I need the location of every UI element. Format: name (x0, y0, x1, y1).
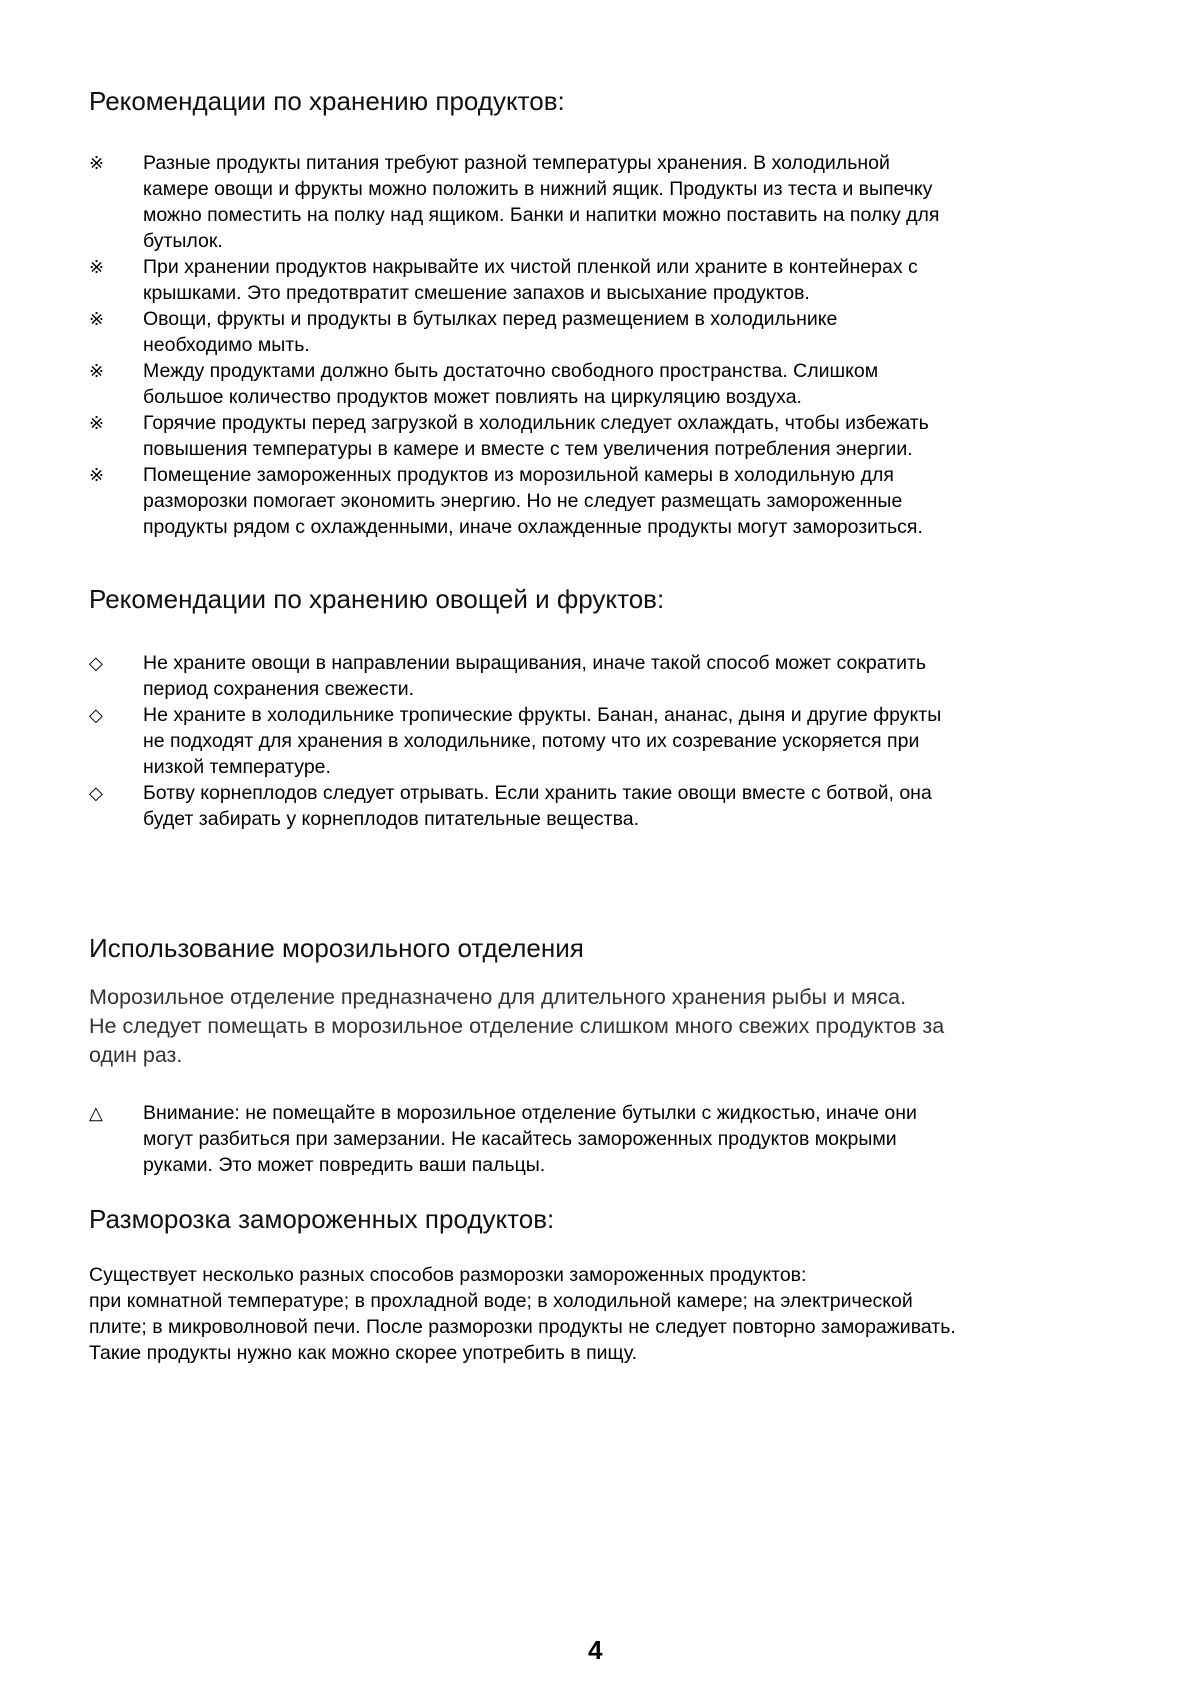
reference-mark-icon: ※ (89, 153, 105, 173)
defrost-paragraph (89, 1262, 956, 1366)
text-line: Не храните в холодильнике тропические фрукты. Банан, ананас, дыня и другие фрукты (143, 704, 942, 726)
text-line: низкой температуре. (143, 756, 331, 778)
section-heading-freezer: Использование морозильного отделения (89, 933, 584, 963)
list-item (89, 150, 1109, 254)
list-item (89, 780, 1109, 832)
text-line: Морозильное отделение предназначено для длительного хранения рыбы и мяса. (89, 985, 907, 1009)
diamond-bullet-icon: ◇ (89, 653, 103, 673)
text-line: Между продуктами должно быть достаточно свободного пространства. Слишком (143, 360, 879, 382)
reference-mark-icon: ※ (89, 361, 105, 381)
text-line: Существует несколько разных способов разморозки замороженных продуктов: (89, 1264, 807, 1286)
text-line: крышками. Это предотвратит смешение запахов и высыхание продуктов. (143, 282, 810, 304)
reference-mark-icon: ※ (89, 257, 105, 277)
text-line: руками. Это может повредить ваши пальцы. (143, 1154, 546, 1176)
text-line: продукты рядом с охлажденными, иначе охлажденные продукты могут заморозиться. (143, 516, 923, 538)
list-item (89, 410, 1109, 462)
text-line: Не храните овощи в направлении выращивания, иначе такой способ может сократить (143, 652, 927, 674)
section-heading-defrost: Разморозка замороженных продуктов: (89, 1204, 555, 1234)
text-line: разморозки помогает экономить энергию. Но не следует размещать замороженные (143, 490, 903, 512)
storage-list (89, 150, 1109, 540)
warning-item (89, 1100, 1109, 1178)
list-item (89, 702, 1109, 780)
text-line: Внимание: не помещайте в морозильное отделение бутылки с жидкостью, иначе они (143, 1102, 917, 1124)
text-line: не подходят для хранения в холодильнике, потому что их созревание ускоряется при (143, 730, 920, 752)
text-line: плите; в микроволновой печи. После разморозки продукты не следует повторно замораживать. (89, 1316, 956, 1338)
text-line: можно поместить на полку над ящиком. Банки и напитки можно поставить на полку для (143, 204, 940, 226)
text-line: При хранении продуктов накрывайте их чистой пленкой или храните в контейнерах с (143, 256, 918, 278)
text-line: камере овощи и фрукты можно положить в нижний ящик. Продукты из теста и выпечку (143, 178, 933, 200)
diamond-bullet-icon: ◇ (89, 783, 103, 803)
freezer-warning (89, 1100, 1109, 1178)
list-item (89, 306, 1109, 358)
list-item (89, 650, 1109, 702)
vegetables-list (89, 650, 1109, 832)
list-item (89, 462, 1109, 540)
reference-mark-icon: ※ (89, 413, 105, 433)
text-line: повышения температуры в камере и вместе с тем увеличения потребления энергии. (143, 438, 913, 460)
text-line: один раз. (89, 1043, 183, 1067)
reference-mark-icon: ※ (89, 309, 105, 329)
text-line: будет забирать у корнеплодов питательные вещества. (143, 808, 639, 830)
list-item (89, 358, 1109, 410)
reference-mark-icon: ※ (89, 465, 105, 485)
text-line: при комнатной температуре; в прохладной воде; в холодильной камере; на электрической (89, 1290, 913, 1312)
section-heading-vegetables: Рекомендации по хранению овощей и фруктов: (89, 584, 665, 614)
text-line: бутылок. (143, 230, 223, 252)
text-line: Овощи, фрукты и продукты в бутылках перед размещением в холодильнике (143, 308, 838, 330)
text-line: Помещение замороженных продуктов из морозильной камеры в холодильную для (143, 464, 894, 486)
diamond-bullet-icon: ◇ (89, 705, 103, 725)
text-line: Такие продукты нужно как можно скорее употребить в пищу. (89, 1342, 638, 1364)
warning-triangle-icon: △ (89, 1103, 103, 1123)
text-line: большое количество продуктов может повлиять на циркуляцию воздуха. (143, 386, 802, 408)
page-number: 4 (588, 1635, 603, 1665)
text-line: Разные продукты питания требуют разной температуры хранения. В холодильной (143, 152, 890, 174)
text-line: Ботву корнеплодов следует отрывать. Если хранить такие овощи вместе с ботвой, она (143, 782, 932, 804)
text-line: Не следует помещать в морозильное отделение слишком много свежих продуктов за (89, 1014, 945, 1038)
text-line: Горячие продукты перед загрузкой в холодильник следует охлаждать, чтобы избежать (143, 412, 929, 434)
text-line: необходимо мыть. (143, 334, 310, 356)
freezer-paragraph (89, 983, 944, 1070)
text-line: период сохранения свежести. (143, 678, 415, 700)
text-line: могут разбиться при замерзании. Не касайтесь замороженных продуктов мокрыми (143, 1128, 897, 1150)
section-heading-storage: Рекомендации по хранению продуктов: (89, 86, 565, 116)
list-item (89, 254, 1109, 306)
